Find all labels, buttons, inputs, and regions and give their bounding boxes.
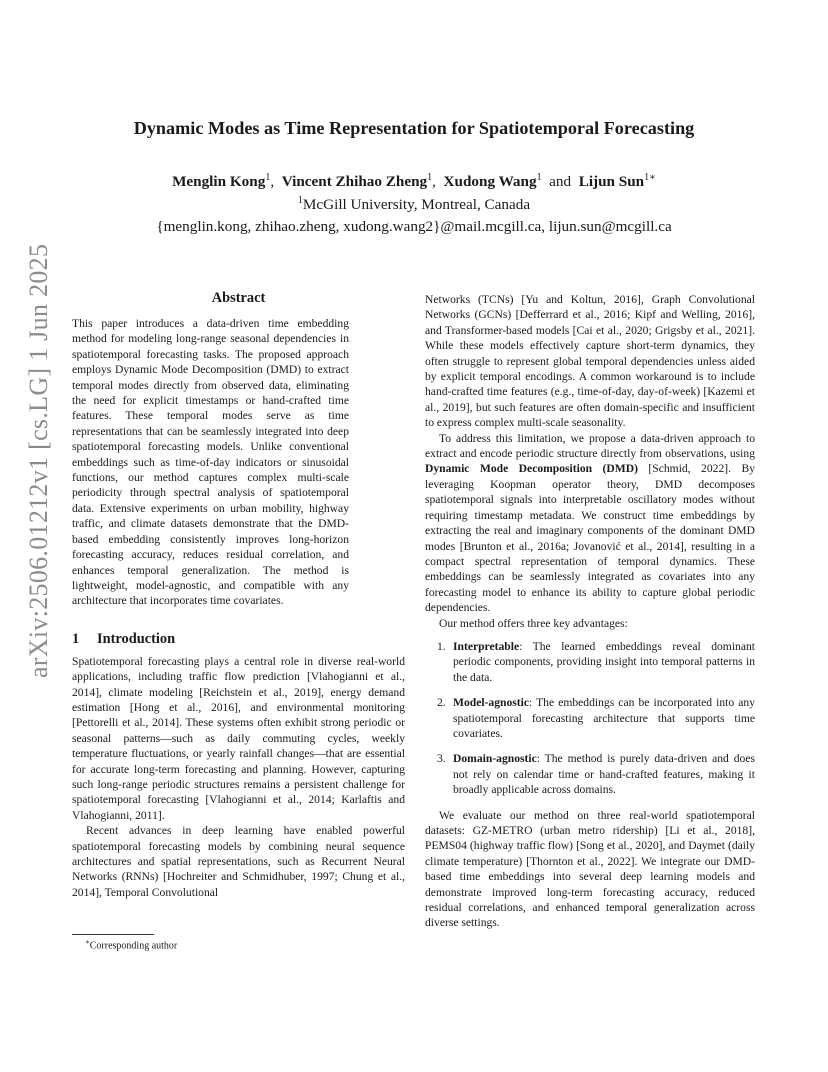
advantages-list: [425, 639, 755, 798]
footnote: [85, 938, 177, 951]
list-number: 3.: [437, 752, 446, 766]
footnote-mark: ∗: [85, 938, 90, 946]
list-item: [425, 695, 755, 741]
advantage-text: : The learned embeddings reveal dominant periodic components, providing insight into temporal patterns in the data.: [453, 639, 755, 684]
affiliation-mark: 1: [536, 172, 542, 183]
author-name: Lijun Sun: [578, 173, 645, 191]
advantage-text: : The embeddings can be incorporated into any spatiotemporal forecasting architecture that supports time covariates.: [453, 696, 755, 740]
abstract-text: This paper introduces a data-driven time embedding method for modeling long-range seasonal dependencies in spatiotemporal forecasting tasks. The proposed approach employs Dynamic Mode Decomposition (DMD) to extract temporal modes directly from observed data, eliminating the need for explicit timestamps or hand-crafted time features. These temporal modes serve as time representations that can be seamlessly integrated into deep spatiotemporal forecasting models. Unlike conventional embeddings such as time-of-day indicators or sinusoidal functions, our method captures complex multi-scale periodicity through spectral analysis of spatiotemporal data. Extensive experiments on urban mobility, highway traffic, and climate datasets demonstrate that the DMD-based embedding consistently improves long-horizon forecasting accuracy, reduces residual correlation, and enhances temporal generalization. The method is lightweight, model-agnostic, and compatible with any architecture that incorporates time covariates.: [72, 317, 349, 608]
list-number: 1.: [437, 639, 446, 653]
affiliation-name: McGill University, Montreal, Canada: [302, 196, 531, 214]
paragraph-text: To address this limitation, we propose a data-driven approach to extract and encode periodic structure directly from observations, using: [425, 431, 755, 461]
section-number: 1: [72, 630, 80, 647]
author-name: Vincent Zhihao Zheng: [281, 173, 428, 191]
intro-paragraph-3: Networks (TCNs) [Yu and Koltun, 2016], Graph Convolutional Networks (GCNs) [Defferrard et al., 2016; Kipf and Welling, 2016], and Transformer-based models [Cai et al., 2020; Grigsby et al., 2021]. While these models effectively capture short-term dynamics, they often struggle to represent global temporal dependencies unless aided by explicit temporal encodings. A common workaround is to include hand-crafted time features (e.g., time-of-day, day-of-week) [Kazemi et al., 2019], but such features are often domain-specific and insufficient to express complex multi-scale seasonality.: [425, 293, 755, 430]
affiliation-mark: 1: [297, 195, 303, 206]
intro-paragraph-5: Our method offers three key advantages:: [439, 616, 628, 630]
intro-paragraph-2: Recent advances in deep learning have enabled powerful spatiotemporal forecasting models by combining neural sequence architectures and spatial representations, such as Recurrent Neural Networks (RNNs) [Hochreiter and Schmidhuber, 1997; Chung et al., 2014], Temporal Convolutional: [72, 824, 405, 899]
paragraph-text: [Schmid, 2022]. By leveraging Koopman operator theory, DMD decomposes spatiotemporal signals into interpretable oscillatory modes without requiring timestamp metadata. We construct time embeddings by extracting the real and imaginary components of the dominant DMD modes [Brunton et al., 2016a; Jovanović et al., 2014], resulting in a compact spectral representation of temporal dynamics. These embeddings can be seamlessly integrated as covariates into any forecasting model to enhance its ability to capture global periodic dependencies.: [425, 462, 755, 615]
advantage-term: Domain-agnostic: [453, 752, 537, 766]
intro-paragraph-6: We evaluate our method on three real-world spatiotemporal datasets: GZ-METRO (urban metro ridership) [Li et al., 2018], PEMS04 (highway traffic flow) [Song et al., 2020], and Daymet (daily climate temperature) [Thornton et al., 2022]. We integrate our DMD-based time embeddings into several deep learning models and demonstrate improved long-term forecasting accuracy, reduced residual correlations, and enhanced temporal generalization across diverse settings.: [425, 808, 755, 930]
advantage-term: Interpretable: [453, 639, 520, 653]
section-heading: [72, 631, 405, 648]
author-emails: {menglin.kong, zhihao.zheng, xudong.wang2}@mail.mcgill.ca, lijun.sun@mcgill.ca: [156, 218, 672, 235]
affiliation-mark: 1∗: [644, 172, 656, 183]
affiliation: [0, 195, 828, 214]
abstract-heading: Abstract: [211, 290, 266, 306]
right-column: [425, 292, 755, 931]
advantage-text: : The method is purely data-driven and does not rely on calendar time or hand-crafted features, making it broadly applicable across domains.: [453, 752, 755, 797]
left-column: [72, 290, 405, 900]
section-title: Introduction: [97, 630, 176, 647]
author-list: Menglin Kong$^1$, Vincent Zhihao Zheng$^1$, Xudong Wang$^1$ and Lijun Sun$^{1∗}$: [172, 172, 656, 191]
method-name: Dynamic Mode Decomposition (DMD): [425, 462, 638, 476]
intro-paragraph-1: Spatiotemporal forecasting plays a central role in diverse real-world applications, including traffic flow prediction [Vlahogianni et al., 2014], climate modeling [Reichstein et al., 2019], energy demand estimation [Hong et al., 2016], and environmental monitoring [Pettorelli et al., 2014]. These systems often exhibit strong periodic or seasonal patterns—such as daily commuting cycles, weekly temperature fluctuations, or yearly rainfall changes—that are essential for accurate long-term forecasting and planning. However, capturing such long-range periodic structures remains a persistent challenge for spatiotemporal forecasting [Vlahogianni et al., 2014; Karlaftis and Vlahogianni, 2011].: [72, 654, 405, 822]
paper-title: Dynamic Modes as Time Representation for Spatiotemporal Forecasting: [133, 118, 695, 138]
list-number: 2.: [437, 696, 446, 710]
arxiv-identifier: arXiv:2506.01212v1 [cs.LG] 1 Jun 2025: [24, 243, 53, 678]
advantage-term: Model-agnostic: [453, 696, 529, 710]
intro-paragraph-4: [425, 431, 755, 616]
footnote-divider: [72, 934, 154, 935]
author-separator: and: [549, 173, 572, 191]
list-item: [425, 751, 755, 797]
list-item: [425, 639, 755, 685]
footnote-text: Corresponding author: [89, 940, 178, 952]
author-name: Xudong Wang: [443, 173, 537, 191]
affiliation-mark: 1: [427, 172, 433, 183]
author-name: Menglin Kong: [172, 173, 266, 191]
affiliation-mark: 1: [265, 172, 271, 183]
